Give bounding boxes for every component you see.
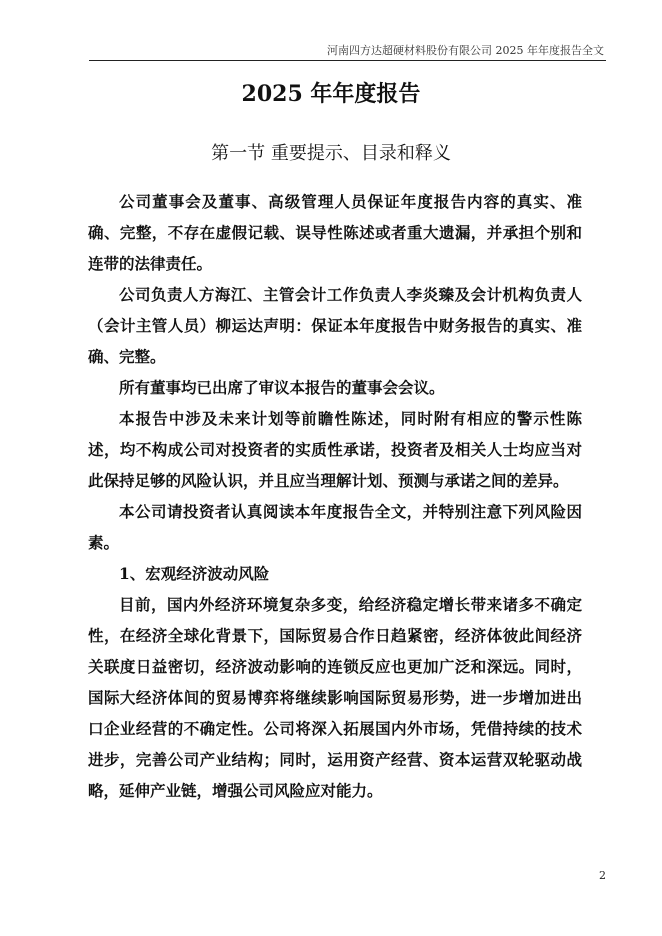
paragraph-forward-looking: 本报告中涉及未来计划等前瞻性陈述，同时附有相应的警示性陈述，均不构成公司对投资者的实质性承诺，投资者及相关人士均应当对此保持足够的风险认识，并且应当理解计划、预测与承诺之间的差异。 (88, 409, 582, 490)
paragraph-risk-notice: 本公司请投资者认真阅读本年度报告全文，并特别注意下列风险因素。 (88, 502, 582, 552)
paragraph-macro-risk: 目前，国内外经济环境复杂多变，给经济稳定增长带来诸多不确定性，在经济全球化背景下，国际贸易合作日趋紧密，经济体彼此间经济关联度日益密切，经济波动影响的连锁反应也更加广泛和深远。同时，国际大经济体间的贸易博弈将继续影响国际贸易形势，进一步增加进出口企业经营的不确定性。公司将深入拓展国内外市场，凭借持续的技术进步，完善公司产业结构；同时，运用资产经营、资本运营双轮驱动战略，延伸产业链，增强公司风险应对能力。 (88, 595, 582, 800)
document-body (88, 186, 582, 806)
report-title: 2025 年年度报告 (241, 81, 421, 107)
paragraph-responsible-persons: 公司负责人方海江、主管会计工作负责人李炎臻及会计机构负责人（会计主管人员）柳运达声明：保证本年度报告中财务报告的真实、准确、完整。 (88, 285, 582, 366)
header-divider (89, 60, 606, 61)
risk-heading-macro: 1、宏观经济波动风险 (119, 564, 270, 583)
page-number: 2 (599, 869, 606, 882)
paragraph-directors-attendance: 所有董事均已出席了审议本报告的董事会会议。 (119, 378, 445, 397)
section-title: 第一节 重要提示、目录和释义 (211, 143, 451, 164)
paragraph-board-guarantee: 公司董事会及董事、高级管理人员保证年度报告内容的真实、准确、完整，不存在虚假记载、误导性陈述或者重大遗漏，并承担个别和连带的法律责任。 (88, 192, 582, 273)
running-header: 河南四方达超硬材料股份有限公司 2025 年年度报告全文 (327, 44, 604, 57)
